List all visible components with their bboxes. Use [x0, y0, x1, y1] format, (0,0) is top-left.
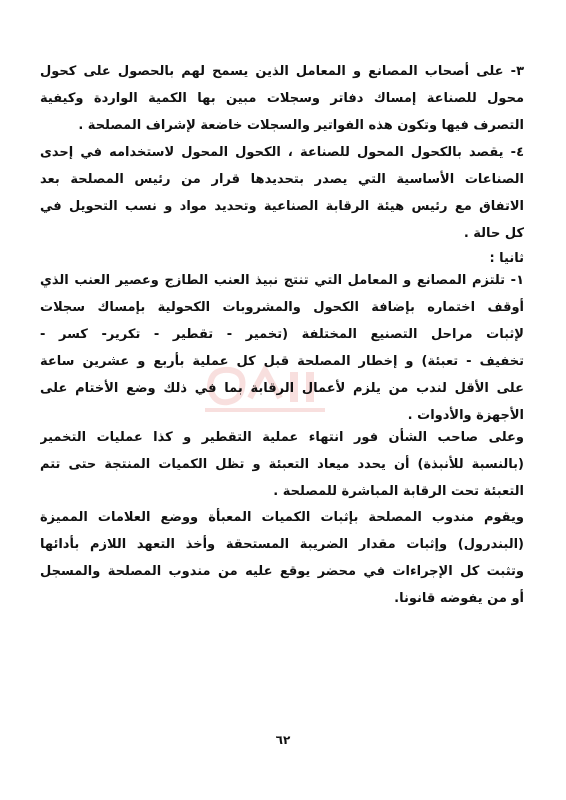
paragraph-second-2-line-3: التعبئة تحت الرقابة المباشرة للمصلحة . [273, 484, 524, 499]
paragraph-second-2 [40, 424, 524, 505]
paragraph-4-line-1: ٤- يقصد بالكحول المحول للصناعة ، الكحول المحول لاستخدامه في إحدى [40, 145, 524, 160]
paragraph-second-2-line-2: (بالنسبة للأنبذة) أن يحدد ميعاد التعبئة و تظل الكميات المنتجة حتى تتم [40, 457, 524, 472]
paragraph-4-line-2: الصناعات الأساسية التي يصدر بتحديدها قرار من رئيس المصلحة بعد [40, 172, 524, 187]
paragraph-4 [40, 139, 524, 247]
paragraph-second-1 [40, 267, 524, 429]
paragraph-second-3-line-3: وتثبت كل الإجراءات في محضر يوقع عليه من مندوب المصلحة والمسجل [40, 564, 524, 579]
paragraph-4-line-4: كل حالة . [463, 226, 524, 241]
paragraph-second-1-line-2: أوقف اختماره بإضافة الكحول والمشروبات الكحولية بإمساك سجلات [40, 300, 524, 315]
paragraph-second-3 [40, 504, 524, 612]
paragraph-3-line-1: ٣- على أصحاب المصانع و المعامل الذين يسمح لهم بالحصول على كحول [40, 64, 524, 79]
paragraph-4-line-3: الاتفاق مع رئيس هيئة الرقابة الصناعية وتحديد مواد و نسب التحويل في [40, 199, 524, 214]
paragraph-second-1-line-1: ١- تلتزم المصانع و المعامل التي تنتج نبيذ العنب الطازج وعصير العنب الذي [40, 273, 524, 288]
paragraph-3-line-2: محول للصناعة إمساك دفاتر وسجلات مبين بها الكمية الواردة وكيفية [40, 91, 524, 106]
paragraph-3 [40, 58, 524, 139]
page-number: ٦٢ [275, 733, 291, 747]
paragraph-second-2-line-1: وعلى صاحب الشأن فور انتهاء عملية التقطير و كذا عمليات التخمير [40, 430, 524, 445]
paragraph-second-1-line-5: على الأقل لندب من يلزم لأعمال الرقابة بما في ذلك وضع الأختام على [40, 381, 524, 396]
section-heading: ثانيا : [489, 251, 524, 266]
paragraph-second-3-line-4: أو من يفوضه قانونا. [394, 591, 524, 606]
paragraph-second-1-line-4: تخفيف - تعبئة) و إخطار المصلحة قبل كل عملية بأربع و عشرين ساعة [40, 354, 524, 369]
paragraph-second-1-line-3: لإثبات مراحل التصنيع المختلفة (تخمير - تقطير - تكرير- كسر - [40, 327, 524, 342]
paragraph-second-3-line-1: ويقوم مندوب المصلحة بإثبات الكميات المعبأة ووضع العلامات المميزة [40, 510, 524, 525]
paragraph-second-3-line-2: (البندرول) وإثبات مقدار الضريبة المستحقة وأخذ التعهد اللازم بأدائها [40, 537, 524, 552]
paragraph-3-line-3: التصرف فيها وتكون هذه الفواتير والسجلات خاضعة لإشراف المصلحة . [78, 118, 524, 133]
paragraph-second-1-line-6: الأجهزة والأدوات . [407, 408, 524, 423]
